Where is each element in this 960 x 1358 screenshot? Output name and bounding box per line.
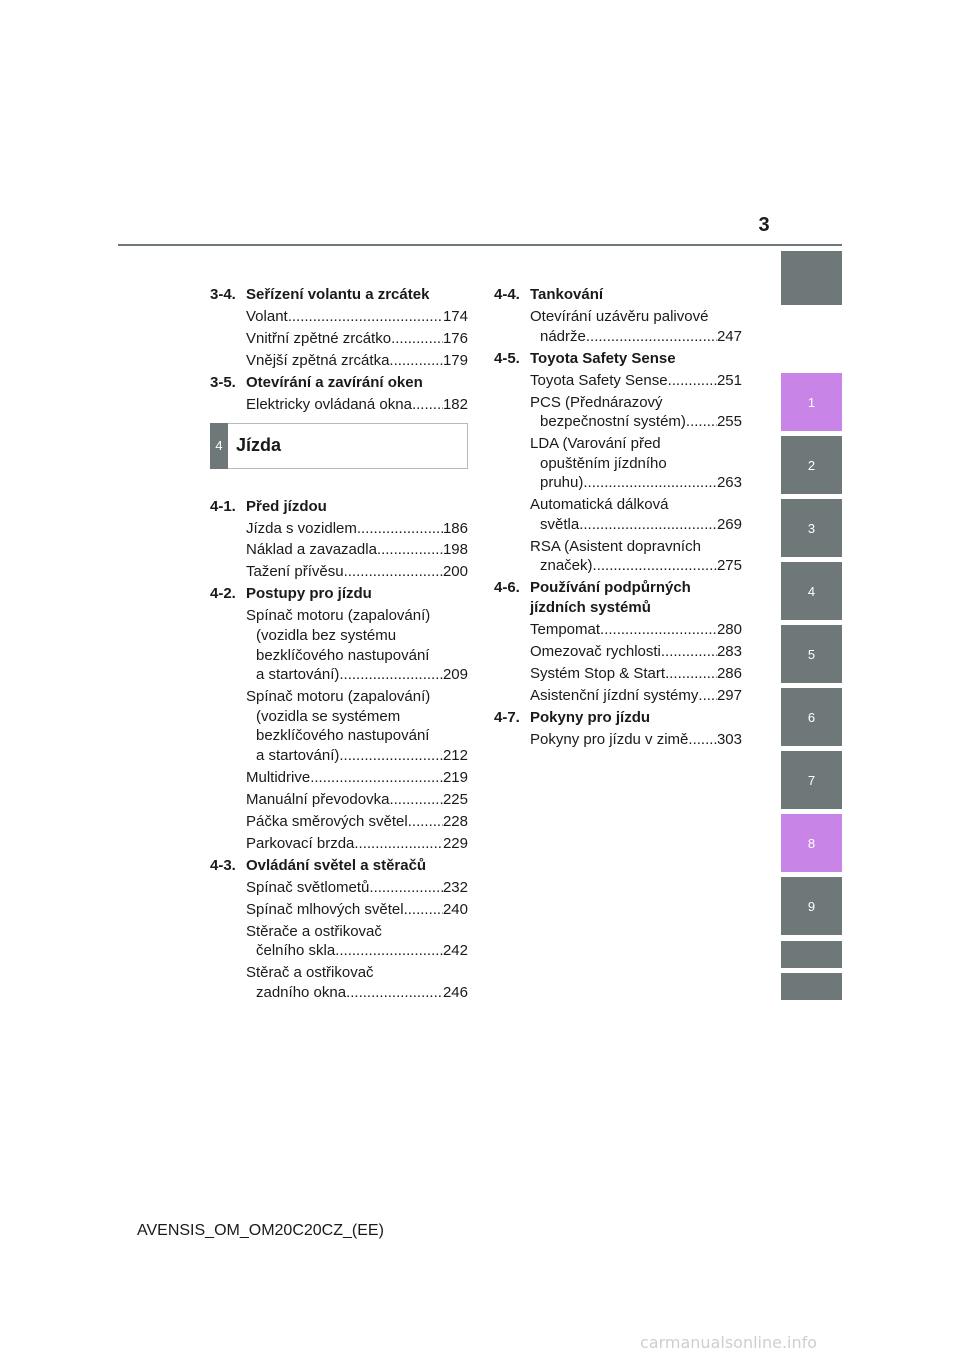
entry-text: čelního skla bbox=[256, 942, 336, 960]
toc-section bbox=[210, 856, 468, 1003]
toc-group-3 bbox=[210, 285, 468, 415]
dot-leader bbox=[339, 665, 443, 685]
entry-page: 246 bbox=[442, 984, 468, 1002]
entry-page: 200 bbox=[442, 563, 468, 581]
toc-entry[interactable] bbox=[246, 351, 468, 371]
toc-section bbox=[494, 708, 742, 750]
entry-line bbox=[246, 540, 468, 560]
entry-text: nádrže bbox=[540, 327, 586, 345]
entry-line bbox=[530, 515, 742, 535]
entry-page: 176 bbox=[442, 329, 468, 347]
entry-text: Spínač mlhových světel bbox=[246, 900, 404, 918]
entry-text: Asistenční jízdní systémy bbox=[530, 686, 699, 704]
toc-section bbox=[494, 349, 742, 576]
dot-leader bbox=[579, 515, 717, 535]
entry-text: pruhu) bbox=[540, 474, 584, 492]
entry-page: 286 bbox=[716, 664, 742, 682]
chapter-heading bbox=[210, 423, 468, 469]
dot-leader bbox=[668, 371, 717, 391]
entry-line bbox=[530, 686, 742, 706]
toc-entry[interactable] bbox=[246, 878, 468, 898]
entry-text: Vnější zpětná zrcátka bbox=[246, 351, 390, 369]
entry-line bbox=[246, 768, 468, 788]
entry-line bbox=[530, 556, 742, 576]
entry-text: Jízda s vozidlem bbox=[246, 519, 357, 537]
section-title bbox=[494, 285, 742, 305]
toc-entry[interactable] bbox=[246, 922, 468, 961]
watermark: carmanualsonline.info bbox=[640, 1333, 818, 1352]
toc-section bbox=[210, 373, 468, 415]
dot-leader bbox=[310, 768, 443, 788]
entry-page: 186 bbox=[442, 519, 468, 537]
footer-doc-id: AVENSIS_OM_OM20C20CZ_(EE) bbox=[137, 1222, 384, 1239]
entry-text: značek) bbox=[540, 557, 593, 575]
section-label: Seřízení volantu a zrcátek bbox=[246, 286, 430, 303]
section-title bbox=[494, 349, 742, 369]
dot-leader bbox=[389, 351, 443, 371]
entry-page: 263 bbox=[716, 474, 742, 492]
entry-text: Páčka směrových světel bbox=[246, 812, 408, 830]
chapter-tab-9[interactable]: 9 bbox=[781, 877, 842, 935]
entry-page: 242 bbox=[442, 942, 468, 960]
chapter-tab[interactable] bbox=[781, 251, 842, 305]
entry-text: Pokyny pro jízdu v zimě bbox=[530, 730, 689, 748]
entry-line bbox=[530, 620, 742, 640]
entry-line: opuštěním jízdního bbox=[540, 454, 667, 472]
section-number: 4-7. bbox=[494, 708, 520, 726]
chapter-tab-4[interactable]: 4 bbox=[781, 562, 842, 620]
dot-leader bbox=[665, 664, 717, 684]
section-label: Toyota Safety Sense bbox=[530, 349, 676, 367]
chapter-tab-5[interactable]: 5 bbox=[781, 625, 842, 683]
dot-leader bbox=[335, 941, 443, 961]
entry-page: 247 bbox=[716, 327, 742, 345]
entry-text: Spínač světlometů bbox=[246, 878, 370, 896]
entry-page: 232 bbox=[442, 878, 468, 896]
entry-line bbox=[530, 371, 742, 391]
toc-entry[interactable] bbox=[246, 790, 468, 810]
dot-leader bbox=[339, 746, 443, 766]
entry-line bbox=[530, 730, 742, 750]
entry-line bbox=[246, 329, 468, 349]
dot-leader bbox=[661, 642, 717, 662]
chapter-tab-2[interactable]: 2 bbox=[781, 436, 842, 494]
entry-text: Tažení přívěsu bbox=[246, 563, 344, 581]
entry-page: 255 bbox=[716, 413, 742, 431]
section-label: Otevírání a zavírání oken bbox=[246, 373, 423, 391]
entry-text: Toyota Safety Sense bbox=[530, 371, 668, 389]
dot-leader bbox=[586, 327, 717, 347]
toc-entry[interactable] bbox=[246, 768, 468, 788]
toc-left-column bbox=[210, 285, 468, 1005]
chapter-number: 4 bbox=[210, 423, 228, 469]
section-title bbox=[210, 285, 468, 305]
section-label: Ovládání světel a stěračů bbox=[246, 856, 427, 874]
section-label: Postupy pro jízdu bbox=[246, 585, 372, 603]
toc-entry[interactable] bbox=[246, 562, 468, 582]
entry-line: Stěrač a ostřikovač bbox=[246, 964, 374, 982]
entry-text: Multidrive bbox=[246, 768, 311, 786]
entry-text: Vnitřní zpětné zrcátko bbox=[246, 329, 392, 347]
entry-text: Elektricky ovládaná okna bbox=[246, 395, 412, 413]
entry-page: 219 bbox=[442, 768, 468, 786]
entry-line bbox=[246, 665, 468, 685]
toc-entry[interactable] bbox=[246, 687, 468, 765]
entry-text: Omezovač rychlosti bbox=[530, 643, 661, 660]
entry-line bbox=[246, 878, 468, 898]
toc-entry[interactable] bbox=[530, 664, 742, 684]
entry-line: (vozidla bez systému bbox=[256, 627, 397, 645]
entry-text: Náklad a zavazadla bbox=[246, 541, 377, 559]
section-label: Před jízdou bbox=[246, 497, 327, 515]
toc-section bbox=[210, 285, 468, 371]
entry-text: Systém Stop & Start bbox=[530, 664, 666, 682]
entry-line bbox=[530, 473, 742, 493]
entry-page: 228 bbox=[442, 812, 468, 830]
entry-page: 251 bbox=[716, 371, 742, 389]
entry-line bbox=[246, 900, 468, 920]
toc-entry[interactable] bbox=[246, 963, 468, 1002]
entry-line bbox=[246, 746, 468, 766]
chapter-tab-1[interactable]: 1 bbox=[781, 373, 842, 431]
entry-page: 174 bbox=[442, 307, 468, 325]
entry-line bbox=[246, 790, 468, 810]
entry-page: 280 bbox=[716, 621, 742, 639]
section-label: Tankování bbox=[530, 286, 604, 303]
section-number: 4-3. bbox=[210, 856, 236, 874]
dot-leader bbox=[688, 730, 717, 750]
dot-leader bbox=[583, 473, 717, 493]
entry-page: 212 bbox=[442, 746, 468, 764]
section-title bbox=[210, 497, 468, 517]
toc-entry[interactable] bbox=[530, 686, 742, 706]
section-number: 4-2. bbox=[210, 585, 236, 603]
toc-section bbox=[494, 578, 742, 705]
dot-leader bbox=[408, 812, 443, 832]
section-title bbox=[494, 578, 742, 617]
section-label: Pokyny pro jízdu bbox=[530, 708, 651, 726]
entry-line bbox=[246, 562, 468, 582]
entry-line: bezklíčového nastupování bbox=[256, 727, 430, 745]
toc-entry[interactable] bbox=[530, 371, 742, 391]
entry-line bbox=[530, 412, 742, 432]
entry-page: 182 bbox=[442, 395, 468, 413]
dot-leader bbox=[391, 329, 443, 349]
toc-entry[interactable] bbox=[246, 329, 468, 349]
dot-leader bbox=[600, 620, 717, 640]
entry-line bbox=[246, 834, 468, 854]
entry-text: a startování) bbox=[256, 746, 340, 764]
toc-group-4 bbox=[210, 497, 468, 1003]
entry-line bbox=[246, 983, 468, 1003]
entry-text: Tempomat bbox=[530, 621, 601, 639]
toc-entry[interactable] bbox=[530, 434, 742, 493]
entry-page: 198 bbox=[442, 541, 468, 559]
entry-line bbox=[246, 941, 468, 961]
toc-right-column bbox=[494, 285, 742, 752]
dot-leader bbox=[686, 412, 717, 432]
entry-page: 229 bbox=[442, 834, 468, 852]
dot-leader bbox=[377, 540, 443, 560]
entry-page: 297 bbox=[716, 686, 742, 704]
section-number: 4-1. bbox=[210, 497, 236, 515]
toc-entry[interactable] bbox=[246, 834, 468, 854]
dot-leader bbox=[593, 556, 717, 576]
entry-text: Parkovací brzda bbox=[246, 834, 355, 852]
toc-entry[interactable] bbox=[246, 606, 468, 684]
entry-page: 209 bbox=[442, 666, 468, 684]
entry-line: Spínač motoru (zapalování) bbox=[246, 607, 431, 625]
section-title bbox=[210, 373, 468, 393]
section-number: 3-5. bbox=[210, 373, 236, 391]
entry-line bbox=[246, 519, 468, 539]
dot-leader bbox=[344, 562, 443, 582]
entry-line: Stěrače a ostřikovač bbox=[246, 922, 382, 940]
section-label: Používání podpůrných jízdních systémů bbox=[530, 579, 691, 617]
entry-line: Spínač motoru (zapalování) bbox=[246, 688, 431, 706]
entry-line: Otevírání uzávěru palivové bbox=[530, 307, 709, 325]
dot-leader bbox=[346, 983, 443, 1003]
toc-entry[interactable] bbox=[246, 395, 468, 415]
chapter-tab-3[interactable]: 3 bbox=[781, 499, 842, 557]
entry-line bbox=[246, 812, 468, 832]
dot-leader bbox=[354, 834, 443, 854]
entry-page: 240 bbox=[442, 900, 468, 918]
entry-text: zadního okna bbox=[256, 984, 347, 1002]
toc-entry[interactable] bbox=[530, 393, 742, 432]
chapter-title: Jízda bbox=[236, 434, 282, 455]
entry-text: Manuální převodovka bbox=[246, 790, 390, 808]
entry-line bbox=[246, 307, 468, 327]
section-title bbox=[210, 856, 468, 876]
dot-leader bbox=[369, 878, 443, 898]
toc-entry[interactable] bbox=[246, 519, 468, 539]
toc-entry[interactable] bbox=[530, 730, 742, 750]
entry-text: bezpečnostní systém) bbox=[540, 413, 686, 431]
entry-page: 225 bbox=[442, 790, 468, 808]
section-number: 3-4. bbox=[210, 286, 236, 303]
entry-line bbox=[246, 395, 468, 415]
chapter-tab-7[interactable]: 7 bbox=[781, 751, 842, 809]
toc-entry[interactable] bbox=[530, 537, 742, 576]
chapter-tab-6[interactable]: 6 bbox=[781, 688, 842, 746]
toc-entry[interactable] bbox=[246, 812, 468, 832]
dot-leader bbox=[389, 790, 443, 810]
dot-leader bbox=[357, 519, 443, 539]
toc-entry[interactable] bbox=[246, 900, 468, 920]
toc-section bbox=[494, 285, 742, 346]
entry-text: a startování) bbox=[256, 666, 340, 684]
entry-line: LDA (Varování před bbox=[530, 435, 661, 453]
entry-page: 275 bbox=[716, 557, 742, 575]
section-title bbox=[494, 708, 742, 728]
entry-page: 269 bbox=[716, 515, 742, 533]
entry-line: bezklíčového nastupování bbox=[256, 646, 430, 664]
dot-leader bbox=[412, 395, 443, 415]
chapter-tab[interactable] bbox=[781, 941, 842, 968]
entry-line bbox=[530, 664, 742, 684]
chapter-tab-8[interactable]: 8 bbox=[781, 814, 842, 872]
toc-entry[interactable] bbox=[530, 620, 742, 640]
toc-entry[interactable] bbox=[530, 495, 742, 534]
toc-section bbox=[210, 584, 468, 853]
entry-line: RSA (Asistent dopravních bbox=[530, 537, 701, 555]
entry-text: světla bbox=[540, 515, 580, 533]
toc-entry[interactable] bbox=[246, 307, 468, 327]
dot-leader bbox=[698, 686, 717, 706]
section-title bbox=[210, 584, 468, 604]
entry-page: 303 bbox=[716, 730, 742, 748]
page-number: 3 bbox=[758, 214, 770, 236]
toc-entry[interactable] bbox=[530, 642, 742, 662]
entry-line: PCS (Přednárazový bbox=[530, 393, 663, 411]
toc-section bbox=[210, 497, 468, 583]
entry-line: Automatická dálková bbox=[530, 496, 669, 514]
section-number: 4-5. bbox=[494, 349, 520, 367]
header-rule bbox=[118, 244, 842, 246]
entry-text: Volant bbox=[246, 307, 288, 325]
dot-leader bbox=[404, 900, 443, 920]
toc-entry[interactable] bbox=[246, 540, 468, 560]
entry-line bbox=[530, 642, 742, 662]
section-number: 4-6. bbox=[494, 579, 520, 597]
entry-line bbox=[530, 327, 742, 347]
toc-entry[interactable] bbox=[530, 307, 742, 346]
section-number: 4-4. bbox=[494, 286, 520, 303]
entry-page: 283 bbox=[716, 643, 742, 660]
entry-page: 179 bbox=[442, 351, 468, 369]
dot-leader bbox=[288, 307, 443, 327]
entry-line bbox=[246, 351, 468, 371]
chapter-tab[interactable] bbox=[781, 973, 842, 1000]
entry-line: (vozidla se systémem bbox=[256, 707, 401, 725]
